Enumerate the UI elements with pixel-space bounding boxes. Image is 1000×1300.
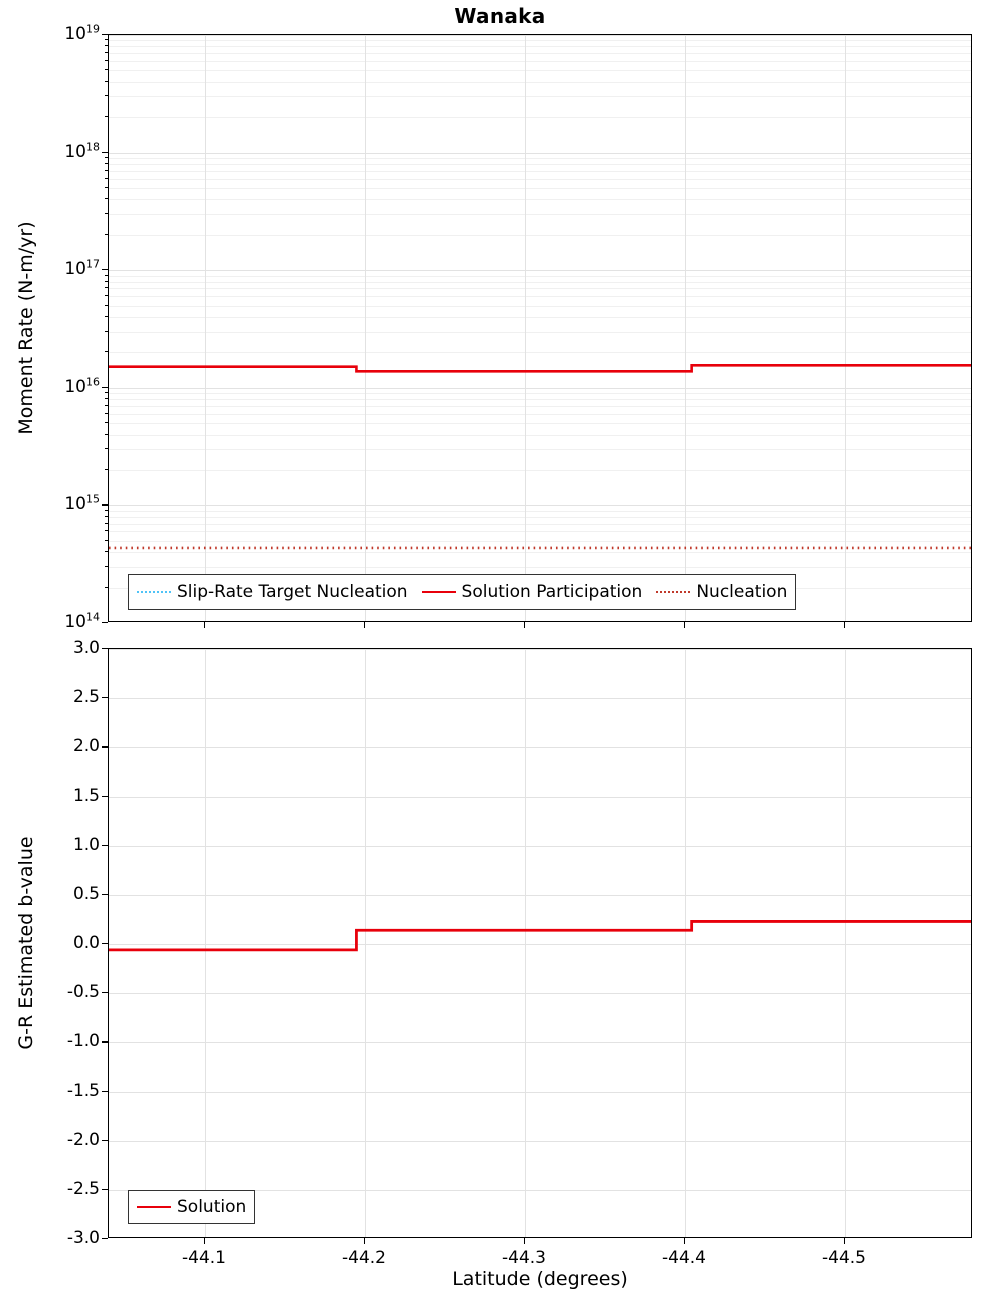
- b-value-legend: [128, 1190, 255, 1224]
- gridline: [109, 531, 971, 532]
- y-minor-tick-mark: [105, 331, 109, 332]
- y-tick-label: -2.5: [66, 1178, 100, 1199]
- x-tick-mark: [524, 622, 525, 628]
- gridline: [109, 399, 971, 400]
- y-tick-label: 1.0: [72, 834, 100, 855]
- y-tick-mark: [102, 1091, 108, 1092]
- gridline: [109, 199, 971, 200]
- data-series-line: [109, 365, 971, 371]
- y-tick-label: $10^{14}$: [64, 610, 100, 632]
- y-tick-mark: [102, 269, 108, 270]
- b-value-plot-area: [108, 648, 972, 1238]
- y-tick-label: -1.5: [66, 1080, 100, 1101]
- moment-rate-legend: [128, 574, 796, 610]
- gridline: [109, 1092, 971, 1093]
- gridline: [109, 414, 971, 415]
- y-tick-mark: [102, 1140, 108, 1141]
- y-tick-label: $10^{15}$: [64, 492, 100, 515]
- y-minor-tick-mark: [105, 157, 109, 158]
- y-minor-tick-mark: [105, 551, 109, 552]
- gridline: [109, 505, 971, 506]
- gridline: [109, 993, 971, 994]
- legend-swatch-icon: [137, 591, 171, 593]
- y-minor-tick-mark: [105, 422, 109, 423]
- y-minor-tick-mark: [105, 178, 109, 179]
- gridline: [109, 895, 971, 896]
- y-minor-tick-mark: [105, 587, 109, 588]
- gridline: [109, 276, 971, 277]
- gridline: [109, 171, 971, 172]
- data-series-line: [109, 921, 971, 949]
- gridline: [109, 524, 971, 525]
- page-title: Wanaka: [454, 4, 546, 28]
- gridline: [109, 567, 971, 568]
- y-tick-label: $10^{18}$: [64, 139, 100, 162]
- legend-entry: [137, 1197, 246, 1217]
- gridline: [109, 61, 971, 62]
- gridline: [109, 747, 971, 748]
- gridline: [109, 35, 971, 36]
- y-minor-tick-mark: [105, 60, 109, 61]
- gridline: [109, 46, 971, 47]
- gridline: [109, 944, 971, 945]
- gridline: [109, 70, 971, 71]
- y-minor-tick-mark: [105, 510, 109, 511]
- x-tick-mark: [204, 1238, 205, 1244]
- y-tick-mark: [102, 697, 108, 698]
- y-tick-mark: [102, 943, 108, 944]
- y-minor-tick-mark: [105, 287, 109, 288]
- gridline: [685, 35, 686, 621]
- y-minor-tick-mark: [105, 398, 109, 399]
- gridline: [109, 511, 971, 512]
- y-tick-label: -0.5: [66, 982, 100, 1003]
- y-minor-tick-mark: [105, 234, 109, 235]
- gridline: [109, 423, 971, 424]
- b-value-series-layer: [109, 649, 971, 1237]
- y-minor-tick-mark: [105, 45, 109, 46]
- y-minor-tick-mark: [105, 405, 109, 406]
- x-tick-mark: [844, 1238, 845, 1244]
- y-tick-label: $10^{19}$: [64, 22, 100, 44]
- gridline: [109, 306, 971, 307]
- gridline: [109, 153, 971, 154]
- gridline: [109, 82, 971, 83]
- y-tick-mark: [102, 1238, 108, 1239]
- y-minor-tick-mark: [105, 39, 109, 40]
- gridline: [109, 552, 971, 553]
- x-tick-label: -44.2: [342, 1248, 386, 1268]
- legend-label: Solution: [177, 1197, 247, 1217]
- y-minor-tick-mark: [105, 305, 109, 306]
- gridline: [109, 435, 971, 436]
- y-tick-label: 3.0: [72, 638, 100, 658]
- y-tick-mark: [102, 387, 108, 388]
- gridline: [365, 35, 366, 621]
- gridline: [365, 649, 366, 1237]
- gridline: [109, 449, 971, 450]
- y-minor-tick-mark: [105, 523, 109, 524]
- legend-label: Solution Participation: [461, 582, 643, 602]
- y-tick-mark: [102, 648, 108, 649]
- y-minor-tick-mark: [105, 434, 109, 435]
- y-minor-tick-mark: [105, 116, 109, 117]
- gridline: [845, 649, 846, 1237]
- y-tick-mark: [102, 622, 108, 623]
- x-tick-mark: [684, 622, 685, 628]
- y-tick-label: 2.0: [72, 736, 100, 757]
- y-minor-tick-mark: [105, 530, 109, 531]
- y-tick-mark: [102, 796, 108, 797]
- gridline: [109, 158, 971, 159]
- y-minor-tick-mark: [105, 351, 109, 352]
- y-minor-tick-mark: [105, 540, 109, 541]
- legend-entry: [422, 582, 643, 602]
- gridline: [525, 649, 526, 1237]
- legend-swatch-icon: [422, 591, 456, 593]
- moment-rate-series-layer: [109, 35, 971, 621]
- y-tick-label: 0.0: [72, 933, 100, 953]
- y-tick-label: 0.5: [72, 883, 100, 904]
- gridline: [109, 846, 971, 847]
- y-tick-mark: [102, 1041, 108, 1042]
- y-minor-tick-mark: [105, 198, 109, 199]
- gridline: [109, 117, 971, 118]
- gridline: [109, 332, 971, 333]
- gridline: [109, 296, 971, 297]
- gridline: [109, 517, 971, 518]
- y-tick-mark: [102, 845, 108, 846]
- y-minor-tick-mark: [105, 392, 109, 393]
- gridline: [109, 541, 971, 542]
- y-tick-label: 1.5: [72, 785, 100, 806]
- y-minor-tick-mark: [105, 187, 109, 188]
- gridline: [109, 96, 971, 97]
- y-tick-label: $10^{16}$: [64, 375, 100, 397]
- x-tick-mark: [364, 1238, 365, 1244]
- y-minor-tick-mark: [105, 163, 109, 164]
- x-tick-mark: [684, 1238, 685, 1244]
- y-minor-tick-mark: [105, 566, 109, 567]
- y-minor-tick-mark: [105, 448, 109, 449]
- moment-rate-plot-area: [108, 34, 972, 622]
- gridline: [109, 797, 971, 798]
- gridline: [685, 649, 686, 1237]
- y-tick-mark: [102, 746, 108, 747]
- legend-swatch-icon: [656, 591, 690, 593]
- gridline: [109, 53, 971, 54]
- legend-label: Nucleation: [696, 582, 788, 602]
- y-tick-mark: [102, 894, 108, 895]
- gridline: [109, 179, 971, 180]
- x-tick-label: -44.1: [182, 1248, 226, 1268]
- y-tick-mark: [102, 1189, 108, 1190]
- y-minor-tick-mark: [105, 213, 109, 214]
- y-tick-label: -1.0: [66, 1031, 100, 1052]
- gridline: [109, 164, 971, 165]
- gridline: [109, 1042, 971, 1043]
- y-minor-tick-mark: [105, 469, 109, 470]
- y-minor-tick-mark: [105, 316, 109, 317]
- x-tick-mark: [524, 1238, 525, 1244]
- gridline: [109, 282, 971, 283]
- gridline: [205, 35, 206, 621]
- y-minor-tick-mark: [105, 81, 109, 82]
- x-tick-mark: [844, 622, 845, 628]
- legend-entry: [137, 582, 408, 602]
- gridline: [109, 1141, 971, 1142]
- gridline: [109, 288, 971, 289]
- gridline: [109, 214, 971, 215]
- gridline: [525, 35, 526, 621]
- y-minor-tick-mark: [105, 275, 109, 276]
- y-tick-label: -2.0: [66, 1129, 100, 1150]
- moment-rate-y-axis-title: Moment Rate (N-m/yr): [15, 221, 37, 435]
- gridline: [109, 388, 971, 389]
- y-tick-mark: [102, 992, 108, 993]
- y-tick-label: -3.0: [66, 1228, 100, 1248]
- y-minor-tick-mark: [105, 170, 109, 171]
- gridline: [109, 188, 971, 189]
- y-tick-mark: [102, 34, 108, 35]
- y-minor-tick-mark: [105, 413, 109, 414]
- y-minor-tick-mark: [105, 281, 109, 282]
- gridline: [109, 235, 971, 236]
- legend-entry: [656, 582, 787, 602]
- y-minor-tick-mark: [105, 516, 109, 517]
- x-tick-label: -44.3: [502, 1248, 546, 1268]
- y-tick-label: 2.5: [72, 687, 100, 708]
- gridline: [109, 40, 971, 41]
- gridline: [109, 698, 971, 699]
- x-tick-mark: [204, 622, 205, 628]
- gridline: [109, 406, 971, 407]
- y-tick-label: $10^{17}$: [64, 257, 100, 280]
- y-tick-mark: [102, 504, 108, 505]
- gridline: [109, 317, 971, 318]
- x-tick-label: -44.5: [822, 1248, 866, 1268]
- gridline: [205, 649, 206, 1237]
- b-value-y-axis-title: G-R Estimated b-value: [15, 836, 37, 1050]
- gridline: [109, 352, 971, 353]
- legend-swatch-icon: [137, 1206, 171, 1208]
- y-tick-mark: [102, 152, 108, 153]
- y-minor-tick-mark: [105, 95, 109, 96]
- gridline: [109, 470, 971, 471]
- gridline: [845, 35, 846, 621]
- x-axis-title: Latitude (degrees): [452, 1268, 628, 1290]
- y-minor-tick-mark: [105, 295, 109, 296]
- x-tick-mark: [364, 622, 365, 628]
- gridline: [109, 270, 971, 271]
- gridline: [109, 393, 971, 394]
- x-tick-label: -44.4: [662, 1248, 706, 1268]
- legend-label: Slip-Rate Target Nucleation: [177, 582, 408, 602]
- y-minor-tick-mark: [105, 69, 109, 70]
- gridline: [109, 649, 971, 650]
- y-minor-tick-mark: [105, 52, 109, 53]
